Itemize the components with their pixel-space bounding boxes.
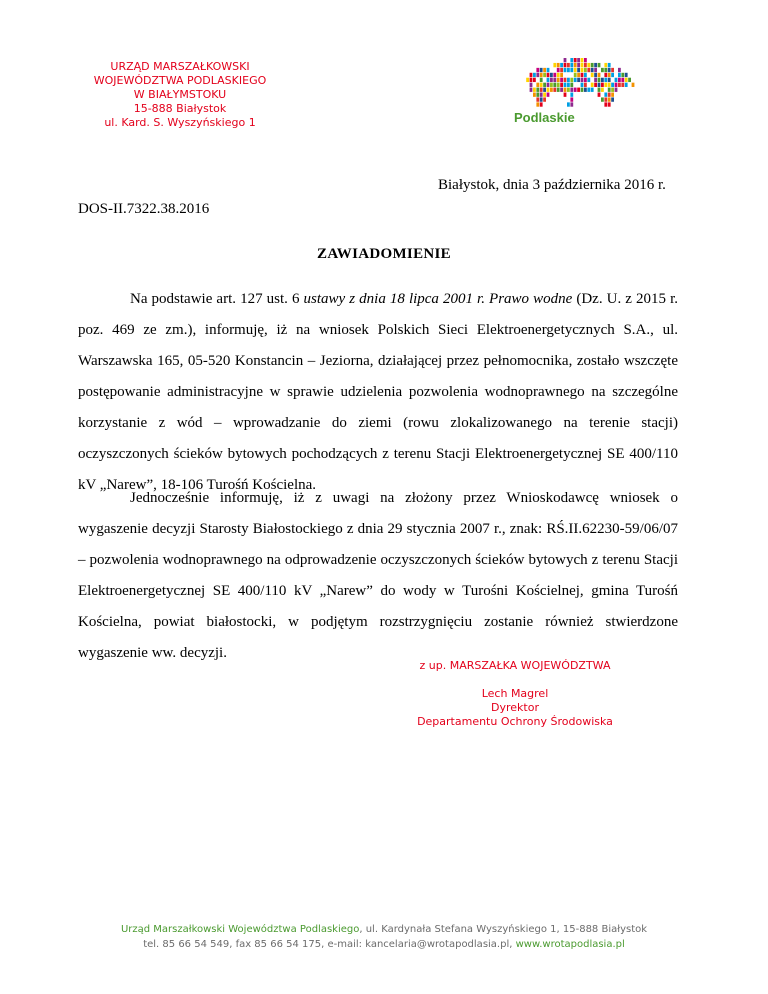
reference-number: DOS-II.7322.38.2016 (78, 201, 210, 217)
paragraph-1-text: Na podstawie art. 127 ust. 6 (130, 291, 304, 307)
podlaskie-logo (506, 54, 646, 134)
document-heading: ZAWIADOMIENIE (317, 246, 451, 262)
paragraph-1 (78, 284, 678, 501)
paragraph-2 (78, 483, 678, 669)
logo-text: Podlaskie (514, 110, 575, 125)
footer-address: , ul. Kardynała Stefana Wyszyńskiego 1, 15-888 Białystok (359, 924, 648, 935)
paragraph-2-text: Jednocześnie informuję, iż z uwagi na złożony przez Wnioskodawcę wniosek o wygaszenie decyzji Starosty Białostockiego z dnia 29 stycznia 2007 r., znak: RŚ.II.62230-59/06/07 – pozwolenia wodnoprawnego na odprowadzenie oczyszczonych ścieków bytowych z terenu Stacji Elektroenergetycznej SE 400/110 kV „Narew” do wody w Turośni Kościelnej, gmina Turośń Kościelna, powiat białostocki, w podjętym rozstrzygnięciu zostanie również stwierdzone wygaszenie ww. decyzji. (78, 490, 678, 661)
signer-title: Dyrektor (491, 701, 539, 714)
signature-block (400, 659, 630, 729)
bison-logo-icon (506, 54, 646, 114)
footer-website[interactable]: www.wrotapodlasia.pl (515, 939, 625, 950)
signer-name: Lech Magrel (481, 687, 549, 700)
sender-line: ul. Kard. S. Wyszyńskiego 1 (104, 116, 256, 129)
sender-line: URZĄD MARSZAŁKOWSKI (110, 60, 250, 73)
act-title: ustawy z dnia 18 lipca 2001 r. Prawo wodne (303, 291, 573, 307)
sender-line: WOJEWÓDZTWA PODLASKIEGO (93, 74, 267, 87)
signature-authority: z up. MARSZAŁKA WOJEWÓDZTWA (419, 659, 611, 672)
signer-department: Departamentu Ochrony Środowiska (417, 715, 613, 728)
place-and-date: Białystok, dnia 3 października 2016 r. (438, 177, 666, 193)
sender-address-block (60, 60, 300, 130)
footer-org: Urząd Marszałkowski Województwa Podlaskiego (120, 924, 360, 935)
footer-contact: tel. 85 66 54 549, fax 85 66 54 175, e-mail: kancelaria@wrotapodlasia.pl, (143, 939, 516, 950)
sender-line: 15-888 Białystok (133, 102, 227, 115)
paragraph-1-text: (Dz. U. z 2015 r. poz. 469 ze zm.), informuję, iż na wniosek Polskich Sieci Elektroenergetycznych S.A., ul. Warszawska 165, 05-520 Konstancin – Jeziorna, działającej przez pełnomocnika, zostało wszczęte postępowanie administracyjne w sprawie udzielenia pozwolenia wodnoprawnego na szczególne korzystanie z wód – wprowadzanie do ziemi (rowu zlokalizowanego na terenie stacji) oczyszczonych ścieków bytowych pochodzących z terenu Stacji Elektroenergetycznej SE 400/110 kV „Narew”, 18-106 Turośń Kościelna. (78, 291, 678, 493)
footer (0, 922, 768, 952)
sender-line: W BIAŁYMSTOKU (133, 88, 227, 101)
